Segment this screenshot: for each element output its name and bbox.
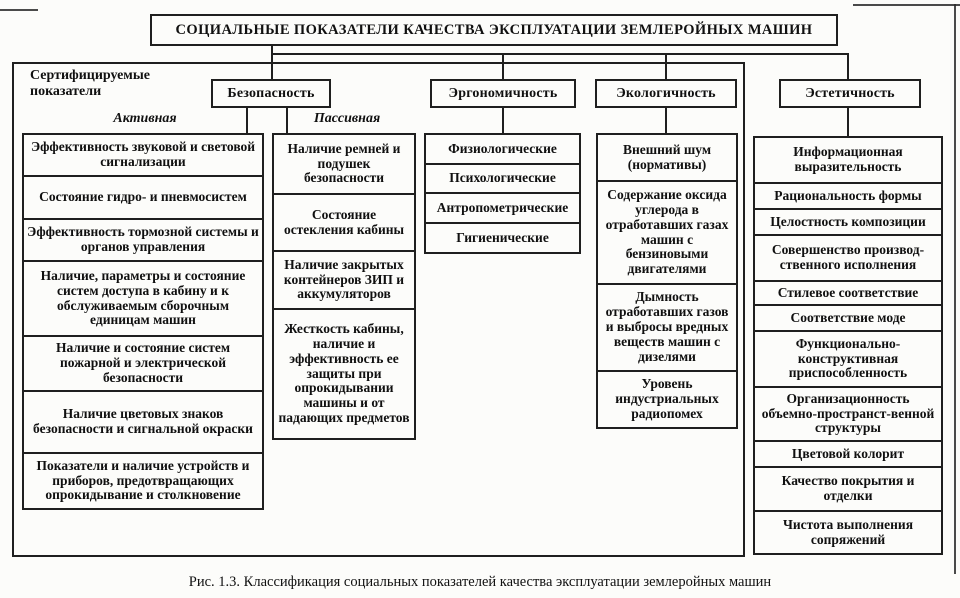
category-ecology: Экологичность	[595, 79, 737, 108]
page-edge-line	[0, 9, 38, 11]
cell-ecology-4: Уровень индустриальных радиопомех	[596, 370, 738, 429]
connector-line	[665, 106, 667, 134]
connector-line	[502, 53, 504, 81]
cell-aesthetics-11: Чистота выполнения сопряжений	[753, 510, 943, 555]
ergonomics-column	[424, 133, 581, 254]
cell-aesthetics-6: Соответствие моде	[753, 304, 943, 332]
safety-active-label: Активная	[113, 111, 177, 126]
cell-ergonomics-2: Психологические	[424, 163, 581, 194]
cell-safety-active-2: Состояние гидро- и пневмосистем	[22, 175, 264, 220]
cell-safety-passive-4: Жесткость кабины, наличие и эффективность ее защиты при опрокидывании машины и от падающих предметов	[272, 308, 416, 440]
cell-aesthetics-5: Стилевое соответствие	[753, 280, 943, 306]
cell-safety-active-6: Наличие цветовых знаков безопасности и сигнальной окраски	[22, 390, 264, 454]
safety-active-column	[22, 133, 264, 510]
safety-passive-column	[272, 133, 416, 440]
diagram-title: СОЦИАЛЬНЫЕ ПОКАЗАТЕЛИ КАЧЕСТВА ЭКСПЛУАТАЦИИ ЗЕМЛЕРОЙНЫХ МАШИН	[150, 14, 838, 46]
cell-safety-active-3: Эффективность тормозной системы и органов управления	[22, 218, 264, 262]
ecology-column	[596, 133, 738, 429]
cell-safety-passive-3: Наличие закрытых контейнеров ЗИП и аккумуляторов	[272, 250, 416, 310]
cell-ergonomics-3: Антропометрические	[424, 192, 581, 224]
aesthetics-column	[753, 136, 943, 555]
category-aesthetics: Эстетичность	[779, 79, 921, 108]
cell-safety-active-5: Наличие и состояние систем пожарной и электрической безопасности	[22, 335, 264, 392]
safety-passive-label: Пассивная	[313, 111, 381, 126]
cell-aesthetics-8: Организационность объемно-пространст-венной структуры	[753, 386, 943, 442]
certified-indicators-label: Сертифицируемые показатели	[30, 68, 150, 100]
category-ergonomics: Эргономичность	[430, 79, 576, 108]
cell-aesthetics-7: Функционально-конструктивная приспособленность	[753, 330, 943, 388]
connector-line	[847, 53, 849, 81]
figure-caption: Рис. 1.3. Классификация социальных показателей качества эксплуатации землеройных машин	[188, 574, 772, 590]
connector-line	[502, 106, 504, 134]
cell-aesthetics-9: Цветовой колорит	[753, 440, 943, 468]
cell-ergonomics-4: Гигиенические	[424, 222, 581, 254]
cell-safety-active-1: Эффективность звуковой и световой сигнализации	[22, 133, 264, 177]
page-edge-line	[853, 4, 960, 6]
page-edge-line	[954, 4, 956, 574]
connector-line	[271, 53, 273, 81]
cell-aesthetics-4: Совершенство производ-ственного исполнения	[753, 234, 943, 282]
cell-aesthetics-2: Рациональность формы	[753, 182, 943, 210]
cell-ecology-3: Дымность отработавших газов и выбросы вредных веществ машин с дизелями	[596, 283, 738, 372]
cell-ecology-2: Содержание оксида углерода в отработавших газах машин с бензиновыми двигателями	[596, 180, 738, 285]
cell-safety-active-4: Наличие, параметры и состояние систем доступа в кабину и к обслуживаемым сборочным единицам машин	[22, 260, 264, 337]
cell-safety-passive-2: Состояние остекления кабины	[272, 193, 416, 252]
connector-line	[847, 106, 849, 137]
cell-safety-passive-1: Наличие ремней и подушек безопасности	[272, 133, 416, 195]
cell-aesthetics-3: Целостность композиции	[753, 208, 943, 236]
connector-line	[665, 53, 667, 81]
connector-line	[246, 106, 248, 134]
category-safety: Безопасность	[211, 79, 331, 108]
cell-safety-active-7: Показатели и наличие устройств и приборов, предотвращающих опрокидывание и столкновение	[22, 452, 264, 510]
cell-aesthetics-1: Информационная выразительность	[753, 136, 943, 184]
cell-aesthetics-10: Качество покрытия и отделки	[753, 466, 943, 512]
connector-bus-line	[271, 53, 849, 55]
cell-ecology-1: Внешний шум (нормативы)	[596, 133, 738, 182]
cell-ergonomics-1: Физиологические	[424, 133, 581, 165]
